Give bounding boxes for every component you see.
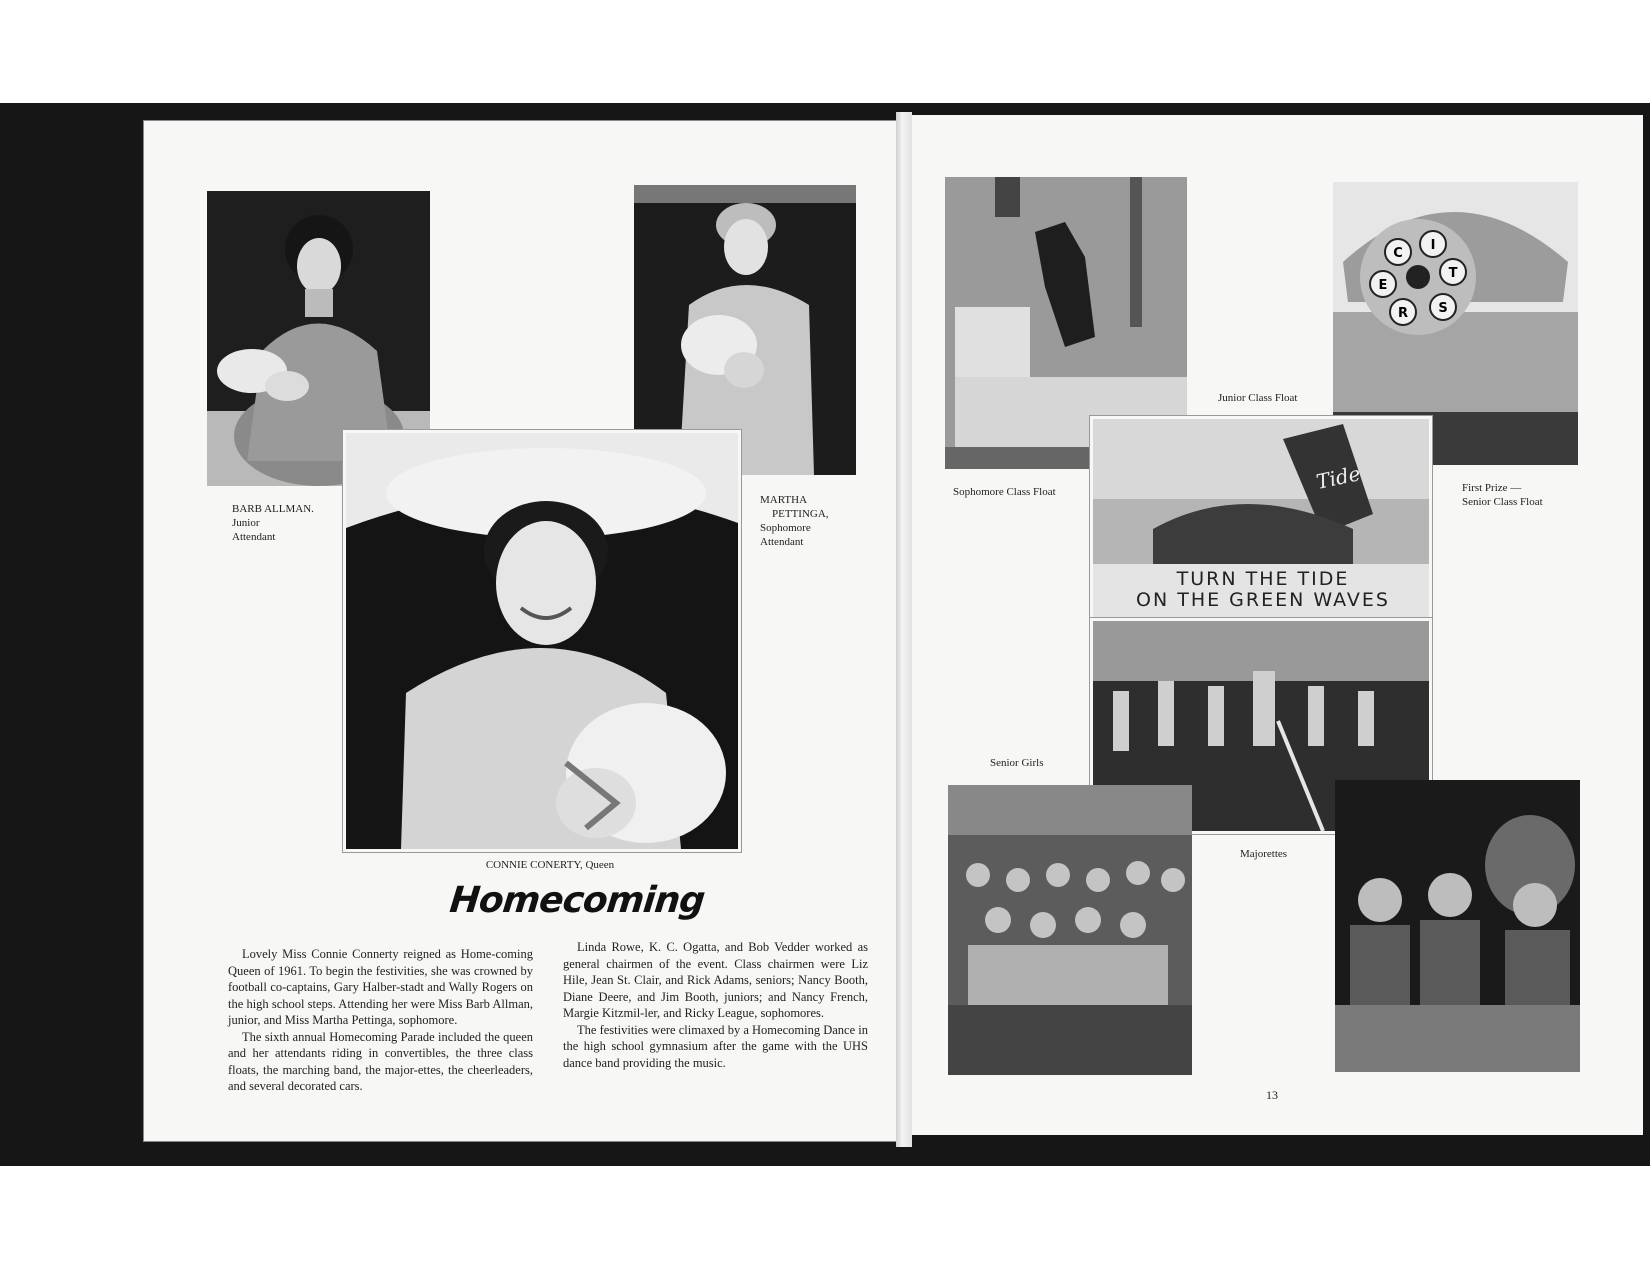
first-prize-line-2: Senior Class Float [1462,496,1543,508]
barb-name: BARB ALLMAN. [232,503,314,515]
paragraph: Lovely Miss Connie Connerty reigned as Home-coming Queen of 1961. To begin the festivities, she was crowned by football co-captains, Gary Halber-stadt and Wally Rogers on the high school steps. Attending her were Miss Barb Allman, junior, and Miss Martha Pettinga, sophomore. [228,947,533,1027]
queen-connie-photo [343,430,741,852]
barb-class: Junior [232,517,260,529]
first-prize-line-1: First Prize — [1462,482,1522,494]
martha-name-line-2: PETTINGA, [772,508,829,520]
barb-role: Attendant [232,531,276,543]
queen-caption [430,858,670,872]
paragraph: Linda Rowe, K. C. Ogatta, and Bob Vedder worked as general chairmen of the event. Class chairmen were Liz Hile, Jean St. Clair, and Rick Adams, seniors; Nancy Booth, Diane Deere, and Jim Booth, juniors; and Nancy French, Margie Kitzmil-ler, and Ricky League, sophomores. [563,940,868,1020]
martha-role: Attendant [760,536,804,548]
junior-float-caption: Junior Class Float [1218,392,1298,404]
paragraph: The festivities were climaxed by a Homecoming Dance in the high school gymnasium after the game with the UHS dance band providing the music. [563,1022,868,1070]
martha-caption [760,493,829,549]
page-number: 13 [1266,1088,1278,1102]
dial-letter: R [1397,306,1409,321]
dial-letter: S [1438,301,1448,316]
queen-caption-text: CONNIE CONERTY, Queen [485,859,615,871]
float-sign-line-1: TURN THE TIDE [1176,568,1350,590]
float-sign-tide: Tide [1314,461,1363,494]
martha-class: Sophomore [760,522,811,534]
barb-caption [232,502,314,544]
first-prize-caption [1462,481,1543,509]
body-column-1 [228,946,533,1095]
senior-girls-photo [948,785,1192,1075]
page-title: Homecoming [447,880,707,921]
dial-letter: I [1430,238,1436,253]
senior-girls-caption: Senior Girls [990,757,1044,769]
majorettes-caption: Majorettes [1240,848,1288,860]
senior-float-photo [1090,416,1432,620]
martha-name-line-1: MARTHA [760,494,808,506]
dial-letter: C [1393,246,1403,261]
float-sign-line-2: ON THE GREEN WAVES [1136,589,1390,611]
paragraph: The sixth annual Homecoming Parade included the queen and her attendants riding in convertibles, the three class floats, the marching band, the major-ettes, the cheerleaders, and several decorated cars. [228,1029,533,1093]
book-gutter [896,112,912,1147]
body-column-2 [563,939,868,1071]
cheerleaders-photo [1335,780,1580,1072]
sophomore-float-caption: Sophomore Class Float [953,486,1056,498]
dial-letter: E [1378,278,1388,293]
dial-letter: T [1448,266,1458,281]
